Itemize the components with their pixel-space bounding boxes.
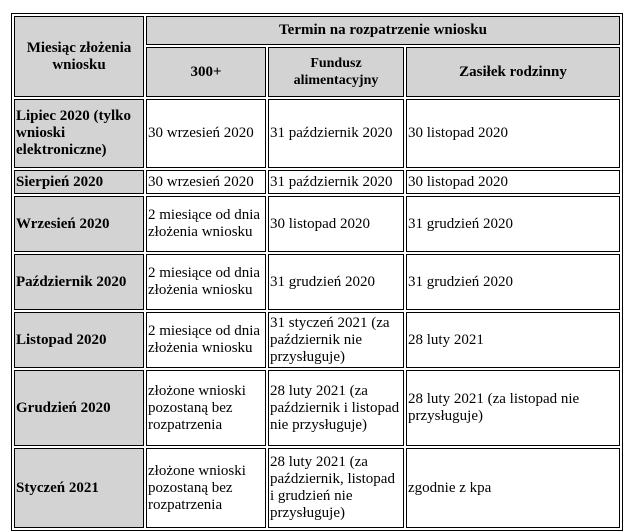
- header-fundusz: Fundusz alimentacyjny: [268, 47, 404, 97]
- month-cell: Listopad 2020: [14, 312, 144, 368]
- table-row: [14, 254, 620, 310]
- zasilek-cell: 31 grudzień 2020: [406, 254, 620, 310]
- 300plus-cell: złożone wnioski pozostaną bez rozpatrzenia: [146, 448, 266, 528]
- zasilek-cell: 30 listopad 2020: [406, 99, 620, 168]
- header-group: Termin na rozpatrzenie wniosku: [146, 16, 620, 45]
- zasilek-cell: 28 luty 2021 (za listopad nie przysługuje): [406, 370, 620, 446]
- table-row: [14, 370, 620, 446]
- header-300plus: 300+: [146, 47, 266, 97]
- zasilek-cell: 31 grudzień 2020: [406, 196, 620, 252]
- 300plus-cell: złożone wnioski pozostaną bez rozpatrzenia: [146, 370, 266, 446]
- month-cell: Październik 2020: [14, 254, 144, 310]
- table-row: [14, 196, 620, 252]
- 300plus-cell: 30 wrzesień 2020: [146, 99, 266, 168]
- zasilek-cell: 28 luty 2021: [406, 312, 620, 368]
- 300plus-cell: 30 wrzesień 2020: [146, 170, 266, 194]
- fundusz-cell: 31 styczeń 2021 (za październik nie przysługuje): [268, 312, 404, 368]
- table-row: [14, 448, 620, 528]
- table-row: [14, 170, 620, 194]
- fundusz-cell: 31 październik 2020: [268, 99, 404, 168]
- header-zasilek: Zasiłek rodzinny: [406, 47, 620, 97]
- fundusz-cell: 31 październik 2020: [268, 170, 404, 194]
- zasilek-cell: 30 listopad 2020: [406, 170, 620, 194]
- month-cell: Lipiec 2020 (tylko wnioski elektroniczne): [14, 99, 144, 168]
- month-cell: Grudzień 2020: [14, 370, 144, 446]
- table-row: [14, 99, 620, 168]
- month-cell: Wrzesień 2020: [14, 196, 144, 252]
- month-cell: Sierpień 2020: [14, 170, 144, 194]
- header-month: Miesiąc złożenia wniosku: [14, 16, 144, 97]
- zasilek-cell: zgodnie z kpa: [406, 448, 620, 528]
- fundusz-cell: 28 luty 2021 (za październik i listopad nie przysługuje): [268, 370, 404, 446]
- table-row: [14, 312, 620, 368]
- fundusz-cell: 30 listopad 2020: [268, 196, 404, 252]
- deadlines-table: [11, 13, 623, 531]
- 300plus-cell: 2 miesiące od dnia złożenia wniosku: [146, 254, 266, 310]
- fundusz-cell: 28 luty 2021 (za październik, listopad i grudzień nie przysługuje): [268, 448, 404, 528]
- fundusz-cell: 31 grudzień 2020: [268, 254, 404, 310]
- 300plus-cell: 2 miesiące od dnia złożenia wniosku: [146, 312, 266, 368]
- 300plus-cell: 2 miesiące od dnia złożenia wniosku: [146, 196, 266, 252]
- month-cell: Styczeń 2021: [14, 448, 144, 528]
